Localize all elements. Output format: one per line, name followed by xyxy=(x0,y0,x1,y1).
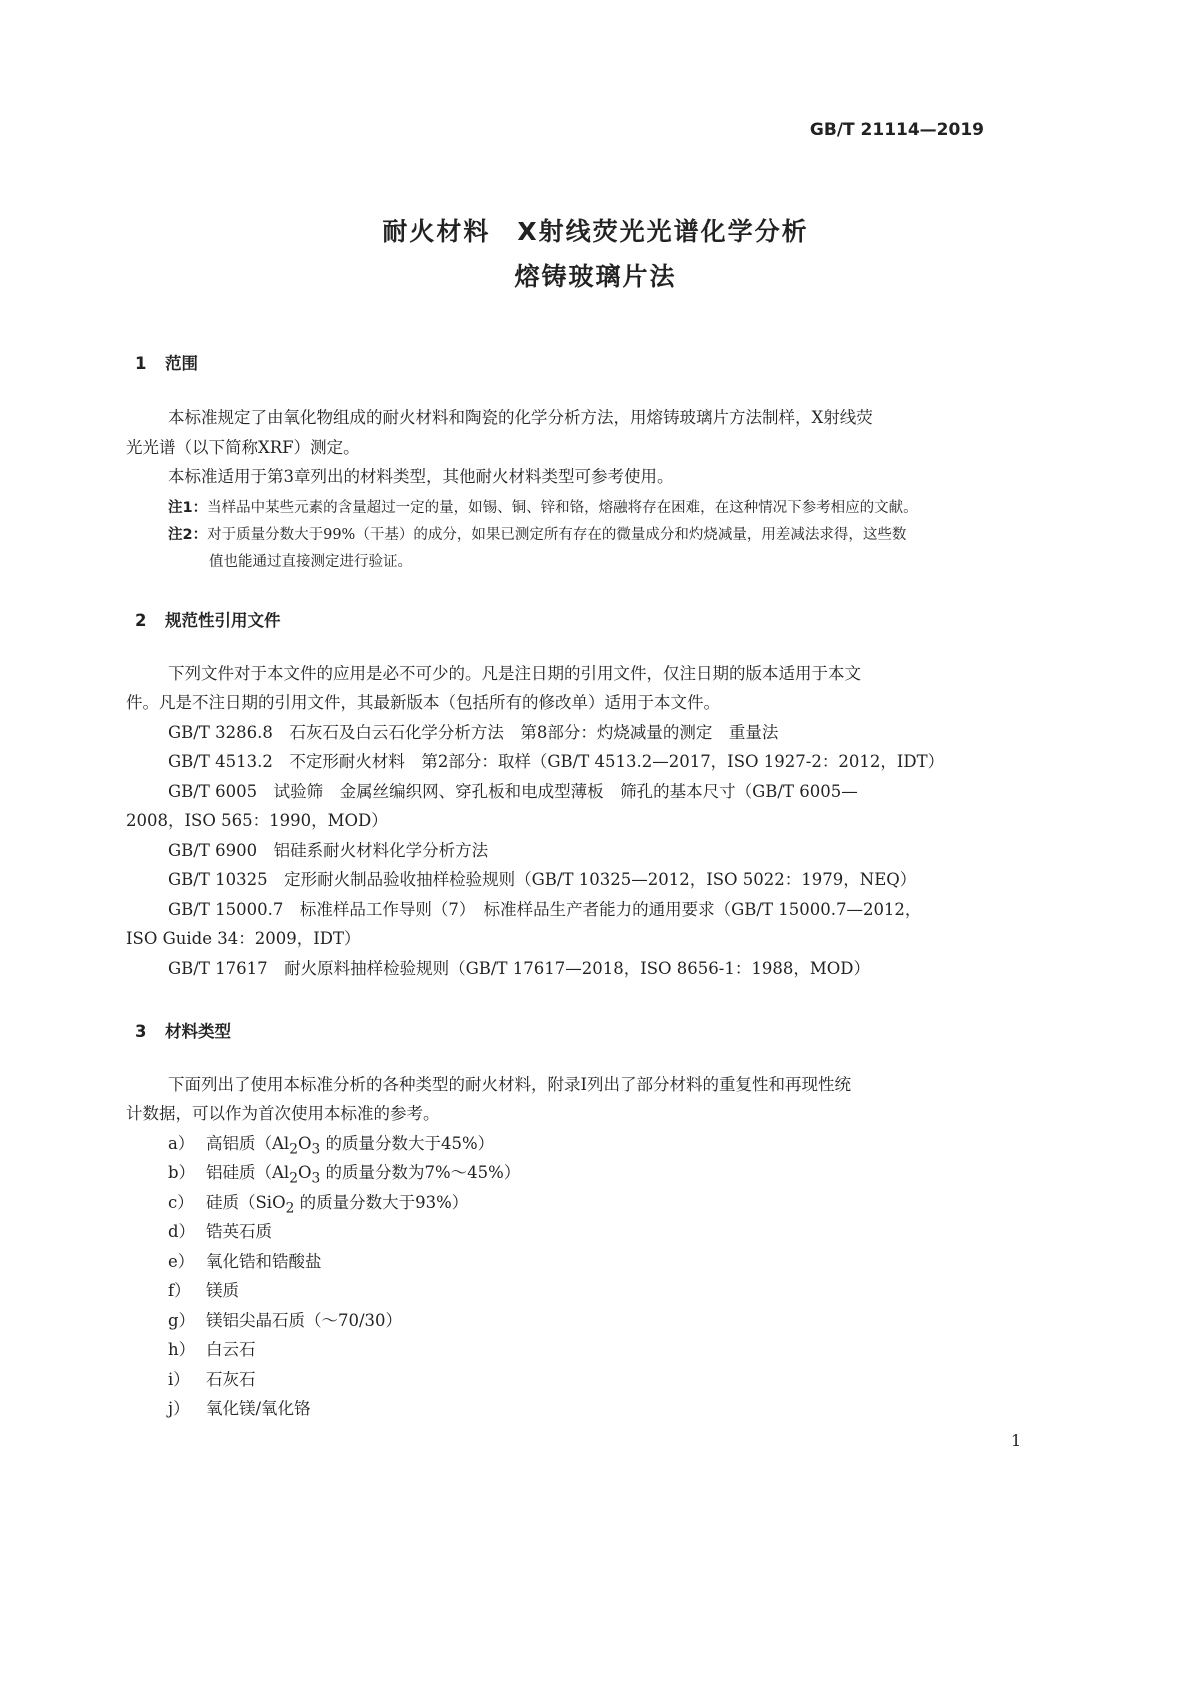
section-2-heading xyxy=(135,607,281,631)
note-2-line-1 xyxy=(168,523,906,544)
subscript: 3 xyxy=(311,1170,321,1187)
item-text: O xyxy=(297,1134,312,1153)
item-text: 氧化镁/氧化铬 xyxy=(206,1399,311,1418)
s1-paragraph-2: 本标准适用于第3章列出的材料类型，其他耐火材料类型可参考使用。 xyxy=(168,467,674,486)
item-text: 白云石 xyxy=(206,1340,256,1359)
reference-item: GB/T 6005 试验筛 金属丝编织网、穿孔板和电成型薄板 筛孔的基本尺寸（GB/T 6005— xyxy=(168,782,858,801)
item-text: 石灰石 xyxy=(206,1370,256,1389)
section-number: 1 xyxy=(135,354,147,373)
s3-intro-line-1: 下面列出了使用本标准分析的各种类型的耐火材料，附录I列出了部分材料的重复性和再现性统 xyxy=(168,1075,852,1094)
s1-paragraph-1-line-1: 本标准规定了由氧化物组成的耐火材料和陶瓷的化学分析方法，用熔铸玻璃片方法制样，X射线荧 xyxy=(168,408,873,427)
s2-intro-line-2: 件。凡是不注日期的引用文件，其最新版本（包括所有的修改单）适用于本文件。 xyxy=(126,693,720,712)
item-text: 镁铝尖晶石质（～70/30） xyxy=(206,1311,403,1330)
material-list-item xyxy=(168,1335,256,1365)
reference-item: GB/T 15000.7 标准样品工作导则（7） 标准样品生产者能力的通用要求（GB/T 15000.7—2012， xyxy=(168,900,922,919)
s3-intro-line-2: 计数据，可以作为首次使用本标准的参考。 xyxy=(126,1104,440,1123)
item-text: O xyxy=(297,1163,312,1182)
list-label: i） xyxy=(168,1370,190,1389)
reference-item: GB/T 17617 耐火原料抽样检验规则（GB/T 17617—2018，ISO 8656-1：1988，MOD） xyxy=(168,959,870,978)
note-text: 当样品中某些元素的含量超过一定的量，如锡、铜、锌和铬，熔融将存在困难，在这种情况下参考相应的文献。 xyxy=(207,500,918,516)
standard-number: GB/T 21114—2019 xyxy=(809,120,984,140)
section-number: 2 xyxy=(135,611,147,630)
material-list-item xyxy=(168,1217,272,1247)
item-text: 的质量分数为7%～45%） xyxy=(320,1163,521,1182)
item-text: 锆英石质 xyxy=(206,1222,272,1241)
item-text: 的质量分数大于93%） xyxy=(294,1193,469,1212)
list-label: f） xyxy=(168,1281,191,1300)
list-label: j） xyxy=(168,1399,190,1418)
subscript: 2 xyxy=(289,1141,298,1158)
reference-item-continuation: ISO Guide 34：2009，IDT） xyxy=(126,929,361,948)
reference-item: GB/T 3286.8 石灰石及白云石化学分析方法 第8部分：灼烧减量的测定 重量法 xyxy=(168,723,779,742)
material-list-item xyxy=(168,1365,256,1395)
note-text: 对于质量分数大于99%（干基）的成分，如果已测定所有存在的微量成分和灼烧减量，用差减法求得，这些数 xyxy=(207,527,907,543)
list-label: b） xyxy=(168,1163,196,1182)
item-text: 硅质（SiO xyxy=(206,1193,286,1212)
material-list-item xyxy=(168,1394,311,1424)
subscript: 3 xyxy=(311,1141,321,1158)
section-number: 3 xyxy=(135,1022,147,1041)
list-label: d） xyxy=(168,1222,196,1241)
material-list-item xyxy=(168,1306,402,1336)
item-text: 镁质 xyxy=(206,1281,239,1300)
note-label: 注2： xyxy=(168,527,208,543)
section-3-heading xyxy=(135,1018,231,1042)
note-label: 注1： xyxy=(168,500,208,516)
list-label: e） xyxy=(168,1252,195,1271)
item-text: 的质量分数大于45%） xyxy=(320,1134,495,1153)
s2-intro-line-1: 下列文件对于本文件的应用是必不可少的。凡是注日期的引用文件，仅注日期的版本适用于本文 xyxy=(168,664,861,683)
section-title: 材料类型 xyxy=(165,1022,231,1041)
reference-item: GB/T 4513.2 不定形耐火材料 第2部分：取样（GB/T 4513.2—2017，ISO 1927-2：2012，IDT） xyxy=(168,752,945,771)
reference-item-continuation: 2008，ISO 565：1990，MOD） xyxy=(126,811,388,830)
title-line-2: 熔铸玻璃片法 xyxy=(514,262,677,291)
reference-item: GB/T 10325 定形耐火制品验收抽样检验规则（GB/T 10325—2012，ISO 5022：1979，NEQ） xyxy=(168,870,917,889)
note-1 xyxy=(168,496,918,517)
section-1-heading xyxy=(135,350,198,374)
list-label: h） xyxy=(168,1340,196,1359)
material-list-item xyxy=(168,1247,322,1277)
page-number: 1 xyxy=(1011,1431,1022,1450)
material-list-item xyxy=(168,1276,239,1306)
list-label: c） xyxy=(168,1193,194,1212)
section-title: 规范性引用文件 xyxy=(165,611,281,630)
subscript: 2 xyxy=(285,1200,295,1217)
title-line-1: 耐火材料 X射线荧光光谱化学分析 xyxy=(382,217,809,246)
note-2-line-2: 值也能通过直接测定进行验证。 xyxy=(209,554,412,570)
list-label: g） xyxy=(168,1311,196,1330)
list-label: a） xyxy=(168,1134,195,1153)
item-text: 铝硅质（Al xyxy=(206,1163,290,1182)
reference-item: GB/T 6900 铝硅系耐火材料化学分析方法 xyxy=(168,841,489,860)
subscript: 2 xyxy=(289,1170,298,1187)
item-text: 氧化锆和锆酸盐 xyxy=(206,1252,322,1271)
s1-paragraph-1-line-2: 光光谱（以下简称XRF）测定。 xyxy=(126,438,360,457)
item-text: 高铝质（Al xyxy=(206,1134,290,1153)
section-title: 范围 xyxy=(165,354,198,373)
